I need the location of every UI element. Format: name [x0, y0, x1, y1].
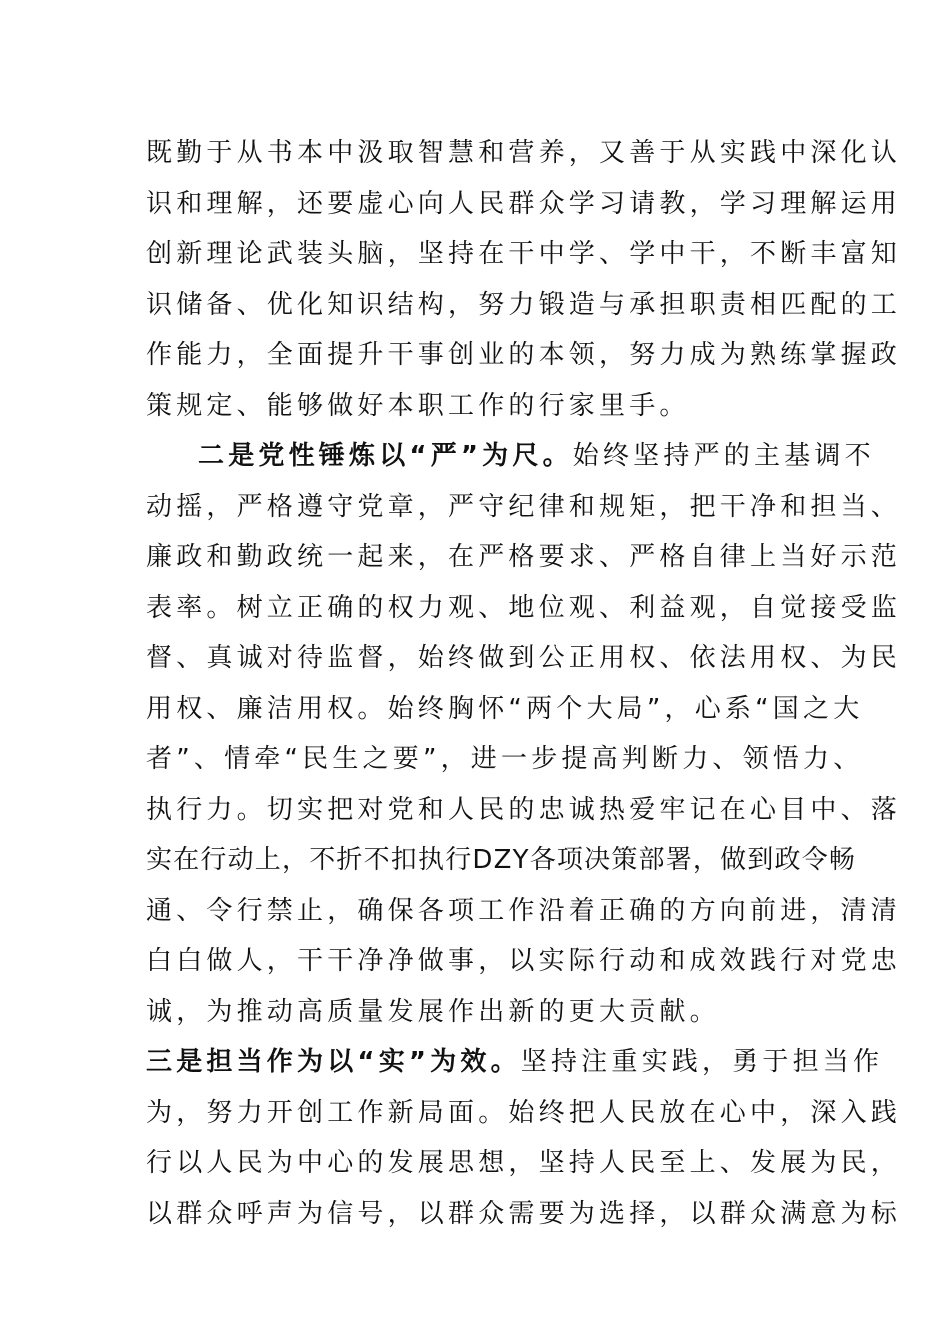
text-line: 既勤于从书本中汲取智慧和营养，又善于从实践中深化认: [146, 138, 902, 168]
text-line: 作能力，全面提升干事创业的本领，努力成为熟练掌握政: [146, 340, 902, 370]
text-line: 表率。树立正确的权力观、地位观、利益观，自觉接受监: [146, 592, 902, 623]
text-line: 行以人民为中心的发展思想，坚持人民至上、发展为民，: [146, 1148, 902, 1178]
text-run: 坚持注重实践，勇于担当作: [520, 1047, 884, 1077]
text-line: 以群众呼声为信号，以群众需要为选择，以群众满意为标: [146, 1198, 902, 1229]
document-body: [146, 128, 902, 1239]
text-line: 创新理论武装头脑，坚持在干中学、学中干，不断丰富知: [146, 239, 902, 269]
paragraph-study: [146, 128, 902, 431]
text-line: 廉政和勤政统一起来，在严格要求、严格自律上当好示范: [146, 542, 902, 572]
text-line: 策规定、能够做好本职工作的行家里手。: [146, 390, 690, 421]
text-line: 为，努力开创工作新局面。始终把人民放在心中，深入践: [146, 1097, 902, 1128]
text-line: 识储备、优化知识结构，努力锻造与承担职责相匹配的工: [146, 289, 902, 320]
text-line: 者”、情牵“民生之要”，进一步提高判断力、领悟力、: [146, 744, 864, 774]
text-line: 识和理解，还要虚心向人民群众学习请教，学习理解运用: [146, 188, 902, 219]
section-heading: 三是担当作为以“实”为效。: [146, 1047, 521, 1077]
paragraph-party-spirit: [146, 431, 902, 1037]
paragraph-first-line: [146, 1037, 884, 1088]
text-run: 始终坚持严的主基调不: [572, 441, 875, 471]
paragraph-responsibility: [146, 1037, 902, 1239]
text-line: 督、真诚对待监督，始终做到公正用权、依法用权、为民: [146, 643, 902, 673]
text-line: 用权、廉洁用权。始终胸怀“两个大局”，心系“国之大: [146, 693, 864, 724]
text-line: 执行力。切实把对党和人民的忠诚热爱牢记在心目中、落: [146, 794, 902, 825]
section-heading: 二是党性锤炼以“严”为尺。: [198, 441, 573, 471]
paragraph-first-line: [146, 431, 875, 482]
text-line: 诚，为推动高质量发展作出新的更大贡献。: [146, 996, 720, 1027]
text-line: 白白做人，干干净净做事，以实际行动和成效践行对党忠: [146, 946, 902, 976]
text-line: 动摇，严格遵守党章，严守纪律和规矩，把干净和担当、: [146, 491, 902, 522]
text-line: 通、令行禁止，确保各项工作沿着正确的方向前进，清清: [146, 895, 902, 926]
text-line: 实在行动上，不折不扣执行DZY各项决策部署，做到政令畅: [146, 845, 857, 875]
